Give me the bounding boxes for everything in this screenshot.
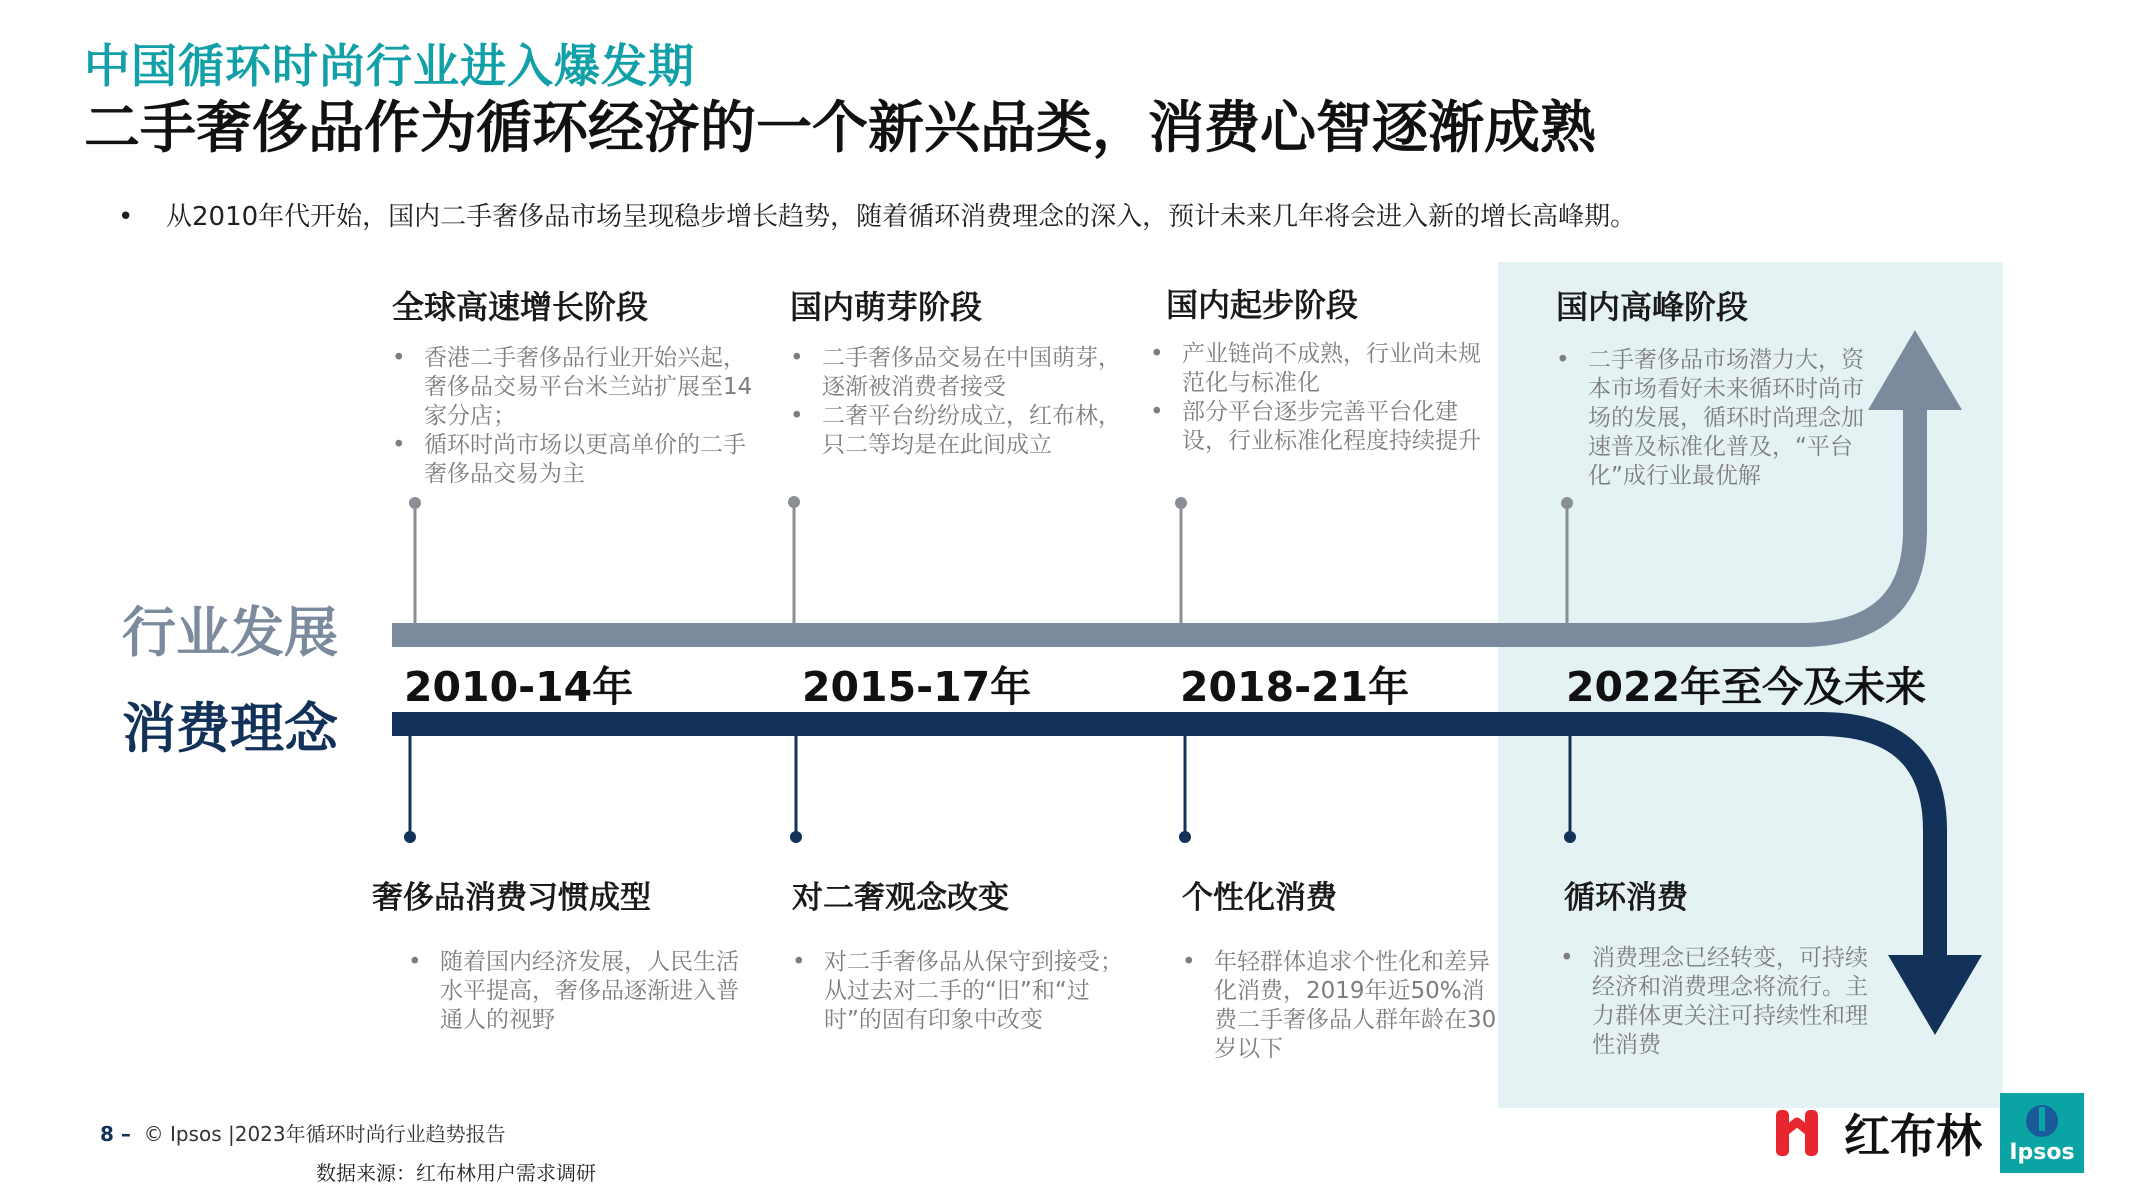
brand-logo [1774, 1100, 1982, 1166]
stage-point: • 香港二手奢侈品行业开始兴起，奢侈品交易平台米兰站扩展至14家分店； [392, 344, 762, 431]
lower-connectors [404, 734, 1576, 843]
stage-point: • 二手奢侈品交易在中国萌芽，逐渐被消费者接受 [790, 344, 1126, 402]
stage-points [1556, 346, 1881, 491]
lower-connector-dot [1179, 831, 1191, 843]
concept-point: • 随着国内经济发展，人民生活水平提高，奢侈品逐渐进入普通人的视野 [408, 948, 744, 1035]
stage-point: • 循环时尚市场以更高单价的二手奢侈品交易为主 [392, 431, 762, 489]
period-year: 2010-14年 [404, 663, 634, 711]
footer-note [100, 1118, 506, 1147]
concept-points [408, 948, 744, 1035]
stage-points [392, 344, 762, 489]
ipsos-logo [2000, 1093, 2084, 1173]
headline-title: 二手奢侈品作为循环经济的一个新兴品类，消费心智逐渐成熟 [84, 96, 1596, 161]
concept-title: 奢侈品消费习惯成型 [372, 880, 651, 916]
concept-point: • 对二手奢侈品从保守到接受；从过去对二手的“旧”和“过时”的固有印象中改变 [792, 948, 1128, 1035]
ipsos-name: Ipsos [2009, 1140, 2075, 1165]
concept-point: • 消费理念已经转变，可持续经济和消费理念将流行。主力群体更关注可持续性和理性消费 [1560, 944, 1890, 1060]
intro-text: 从2010年代开始，国内二手奢侈品市场呈现稳步增长趋势，随着循环消费理念的深入，预计未来几年将会进入新的增长高峰期。 [166, 202, 1637, 232]
page-number: 8 – [100, 1122, 131, 1146]
brand-name: 红布林 [1844, 1109, 1983, 1163]
stage-points [1150, 340, 1500, 456]
stage-point: • 二奢平台纷纷成立，红布林，只二等均是在此间成立 [790, 402, 1126, 460]
period-year: 2015-17年 [802, 663, 1032, 711]
data-source: 数据来源：红布林用户需求调研 [316, 1161, 596, 1185]
industry-row-label: 行业发展 [122, 601, 338, 664]
bullet-dot: • [118, 202, 134, 232]
stage-point: • 产业链尚不成熟，行业尚未规范化与标准化 [1150, 340, 1500, 398]
ipsos-mark-icon [2022, 1101, 2062, 1141]
concept-points [1560, 944, 1890, 1060]
stage-title: 国内高峰阶段 [1556, 288, 1749, 326]
period-year: 2018-21年 [1180, 663, 1410, 711]
concept-point: • 年轻群体追求个性化和差异化消费，2019年近50%消费二手奢侈品人群年龄在30岁以下 [1182, 948, 1504, 1064]
concept-title: 循环消费 [1564, 880, 1688, 916]
lower-connector-dot [1564, 831, 1576, 843]
upper-connector-dot [788, 496, 800, 508]
concept-title: 对二奢观念改变 [792, 880, 1009, 916]
lower-connector-dot [404, 831, 416, 843]
kicker-title: 中国循环时尚行业进入爆发期 [84, 39, 695, 93]
concept-points [1182, 948, 1504, 1064]
upper-connector-dot [1175, 497, 1187, 509]
concept-row-label: 消费理念 [122, 697, 338, 760]
concept-title: 个性化消费 [1182, 880, 1337, 916]
upper-connector-dot [409, 497, 421, 509]
stage-title: 国内萌芽阶段 [790, 288, 983, 326]
upper-connectors [409, 496, 1573, 626]
stage-point: • 部分平台逐步完善平台化建设，行业标准化程度持续提升 [1150, 398, 1500, 456]
stage-point: • 二手奢侈品市场潜力大，资本市场看好未来循环时尚市场的发展，循环时尚理念加速普及标准化普及，“平台化”成行业最优解 [1556, 346, 1881, 491]
stage-title: 国内起步阶段 [1166, 286, 1359, 324]
lower-connector-dot [790, 831, 802, 843]
down-arrow-head [1888, 955, 1982, 1035]
brand-mark-icon [1774, 1104, 1820, 1162]
report-title: © Ipsos |2023年循环时尚行业趋势报告 [143, 1122, 506, 1146]
stage-title: 全球高速增长阶段 [392, 288, 649, 326]
period-year: 2022年至今及未来 [1566, 663, 1927, 711]
concept-line [392, 724, 1935, 965]
concept-points [792, 948, 1128, 1035]
up-arrow-head [1868, 330, 1962, 410]
upper-connector-dot [1561, 497, 1573, 509]
stage-points [790, 344, 1126, 460]
